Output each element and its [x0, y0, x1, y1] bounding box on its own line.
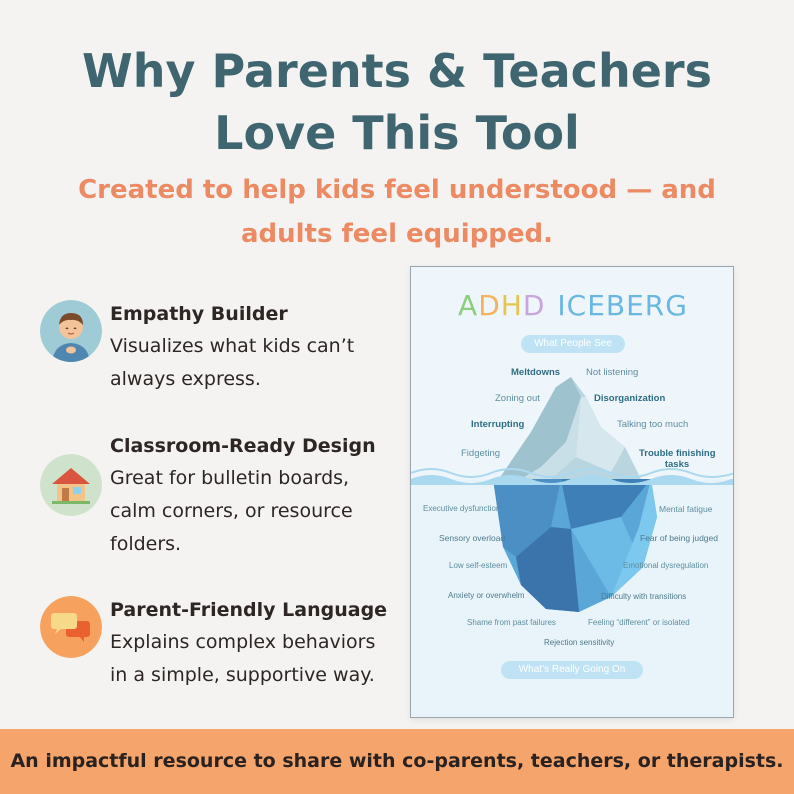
label-mental-fatigue: Mental fatigue — [659, 504, 713, 514]
what-people-see-pill: What People See — [521, 335, 625, 353]
page-title — [0, 40, 794, 164]
label-fidgeting: Fidgeting — [461, 448, 501, 459]
label-anxiety-or-overwhelm: Anxiety or overwhelm — [448, 591, 525, 600]
feature-description — [110, 462, 410, 561]
adhd-iceberg-poster — [410, 266, 734, 718]
label-low-self-esteem: Low self-esteem — [449, 561, 508, 570]
feature-description — [110, 626, 410, 692]
feature-classroom-ready — [40, 432, 400, 562]
poster-title-letter: H — [500, 289, 523, 322]
label-emotional-dysregulation: Emotional dysregulation — [623, 561, 709, 570]
poster-title — [411, 289, 734, 322]
page-subtitle — [0, 168, 794, 256]
feature-desc-line: always express. — [110, 368, 261, 390]
label-sensory-overload: Sensory overload — [439, 533, 506, 543]
poster-title-letter: A — [458, 289, 479, 322]
feature-desc-line: Visualizes what kids can’t — [110, 335, 355, 357]
feature-title: Classroom-Ready Design — [110, 435, 376, 457]
label-talking-too-much: Talking too much — [617, 419, 689, 430]
title-line-1: Why Parents & Teachers — [82, 44, 712, 98]
label-trouble-finishing: Trouble finishing — [639, 448, 716, 459]
feature-description — [110, 330, 410, 396]
feature-desc-line: folders. — [110, 533, 182, 555]
banner-text: An impactful resource to share with co-parents, teachers, or therapists. — [10, 750, 784, 772]
poster-title-word: ICEBERG — [557, 289, 688, 322]
subtitle-line-1: Created to help kids feel understood — and — [78, 175, 716, 205]
house-icon — [40, 454, 102, 516]
label-zoning-out: Zoning out — [495, 393, 540, 404]
label-difficulty-with-transitions: Difficulty with transitions — [601, 592, 687, 601]
feature-empathy-builder — [40, 300, 400, 400]
label-disorganization: Disorganization — [594, 393, 666, 404]
feature-title: Parent-Friendly Language — [110, 599, 388, 621]
label-trouble-finishing-tasks: tasks — [664, 459, 690, 470]
label-interrupting: Interrupting — [471, 419, 525, 430]
feature-title: Empathy Builder — [110, 303, 288, 325]
label-rejection-sensitivity: Rejection sensitivity — [544, 638, 615, 647]
feature-parent-friendly — [40, 596, 400, 696]
label-fear-of-being-judged: Fear of being judged — [640, 533, 718, 543]
child-avatar-icon — [40, 300, 102, 362]
poster-title-letter: D — [478, 289, 501, 322]
label-not-listening: Not listening — [586, 367, 639, 378]
label-executive-dysfunction: Executive dysfunction — [423, 504, 501, 513]
label-shame-from-past-failures: Shame from past failures — [467, 618, 556, 627]
bottom-banner — [0, 729, 794, 794]
label-meltdowns: Meltdowns — [511, 367, 561, 378]
feature-desc-line: Explains complex behaviors — [110, 631, 376, 653]
feature-desc-line: in a simple, supportive way. — [110, 664, 375, 686]
title-line-2: Love This Tool — [214, 106, 580, 160]
poster-title-letter: D — [522, 289, 546, 322]
feature-desc-line: Great for bulletin boards, — [110, 467, 350, 489]
feature-desc-line: calm corners, or resource — [110, 500, 353, 522]
subtitle-line-2: adults feel equipped. — [240, 219, 554, 249]
whats-really-going-on-pill: What’s Really Going On — [501, 661, 643, 679]
chat-bubbles-icon — [40, 596, 102, 658]
label-feeling-different: Feeling “different” or isolated — [588, 618, 690, 627]
